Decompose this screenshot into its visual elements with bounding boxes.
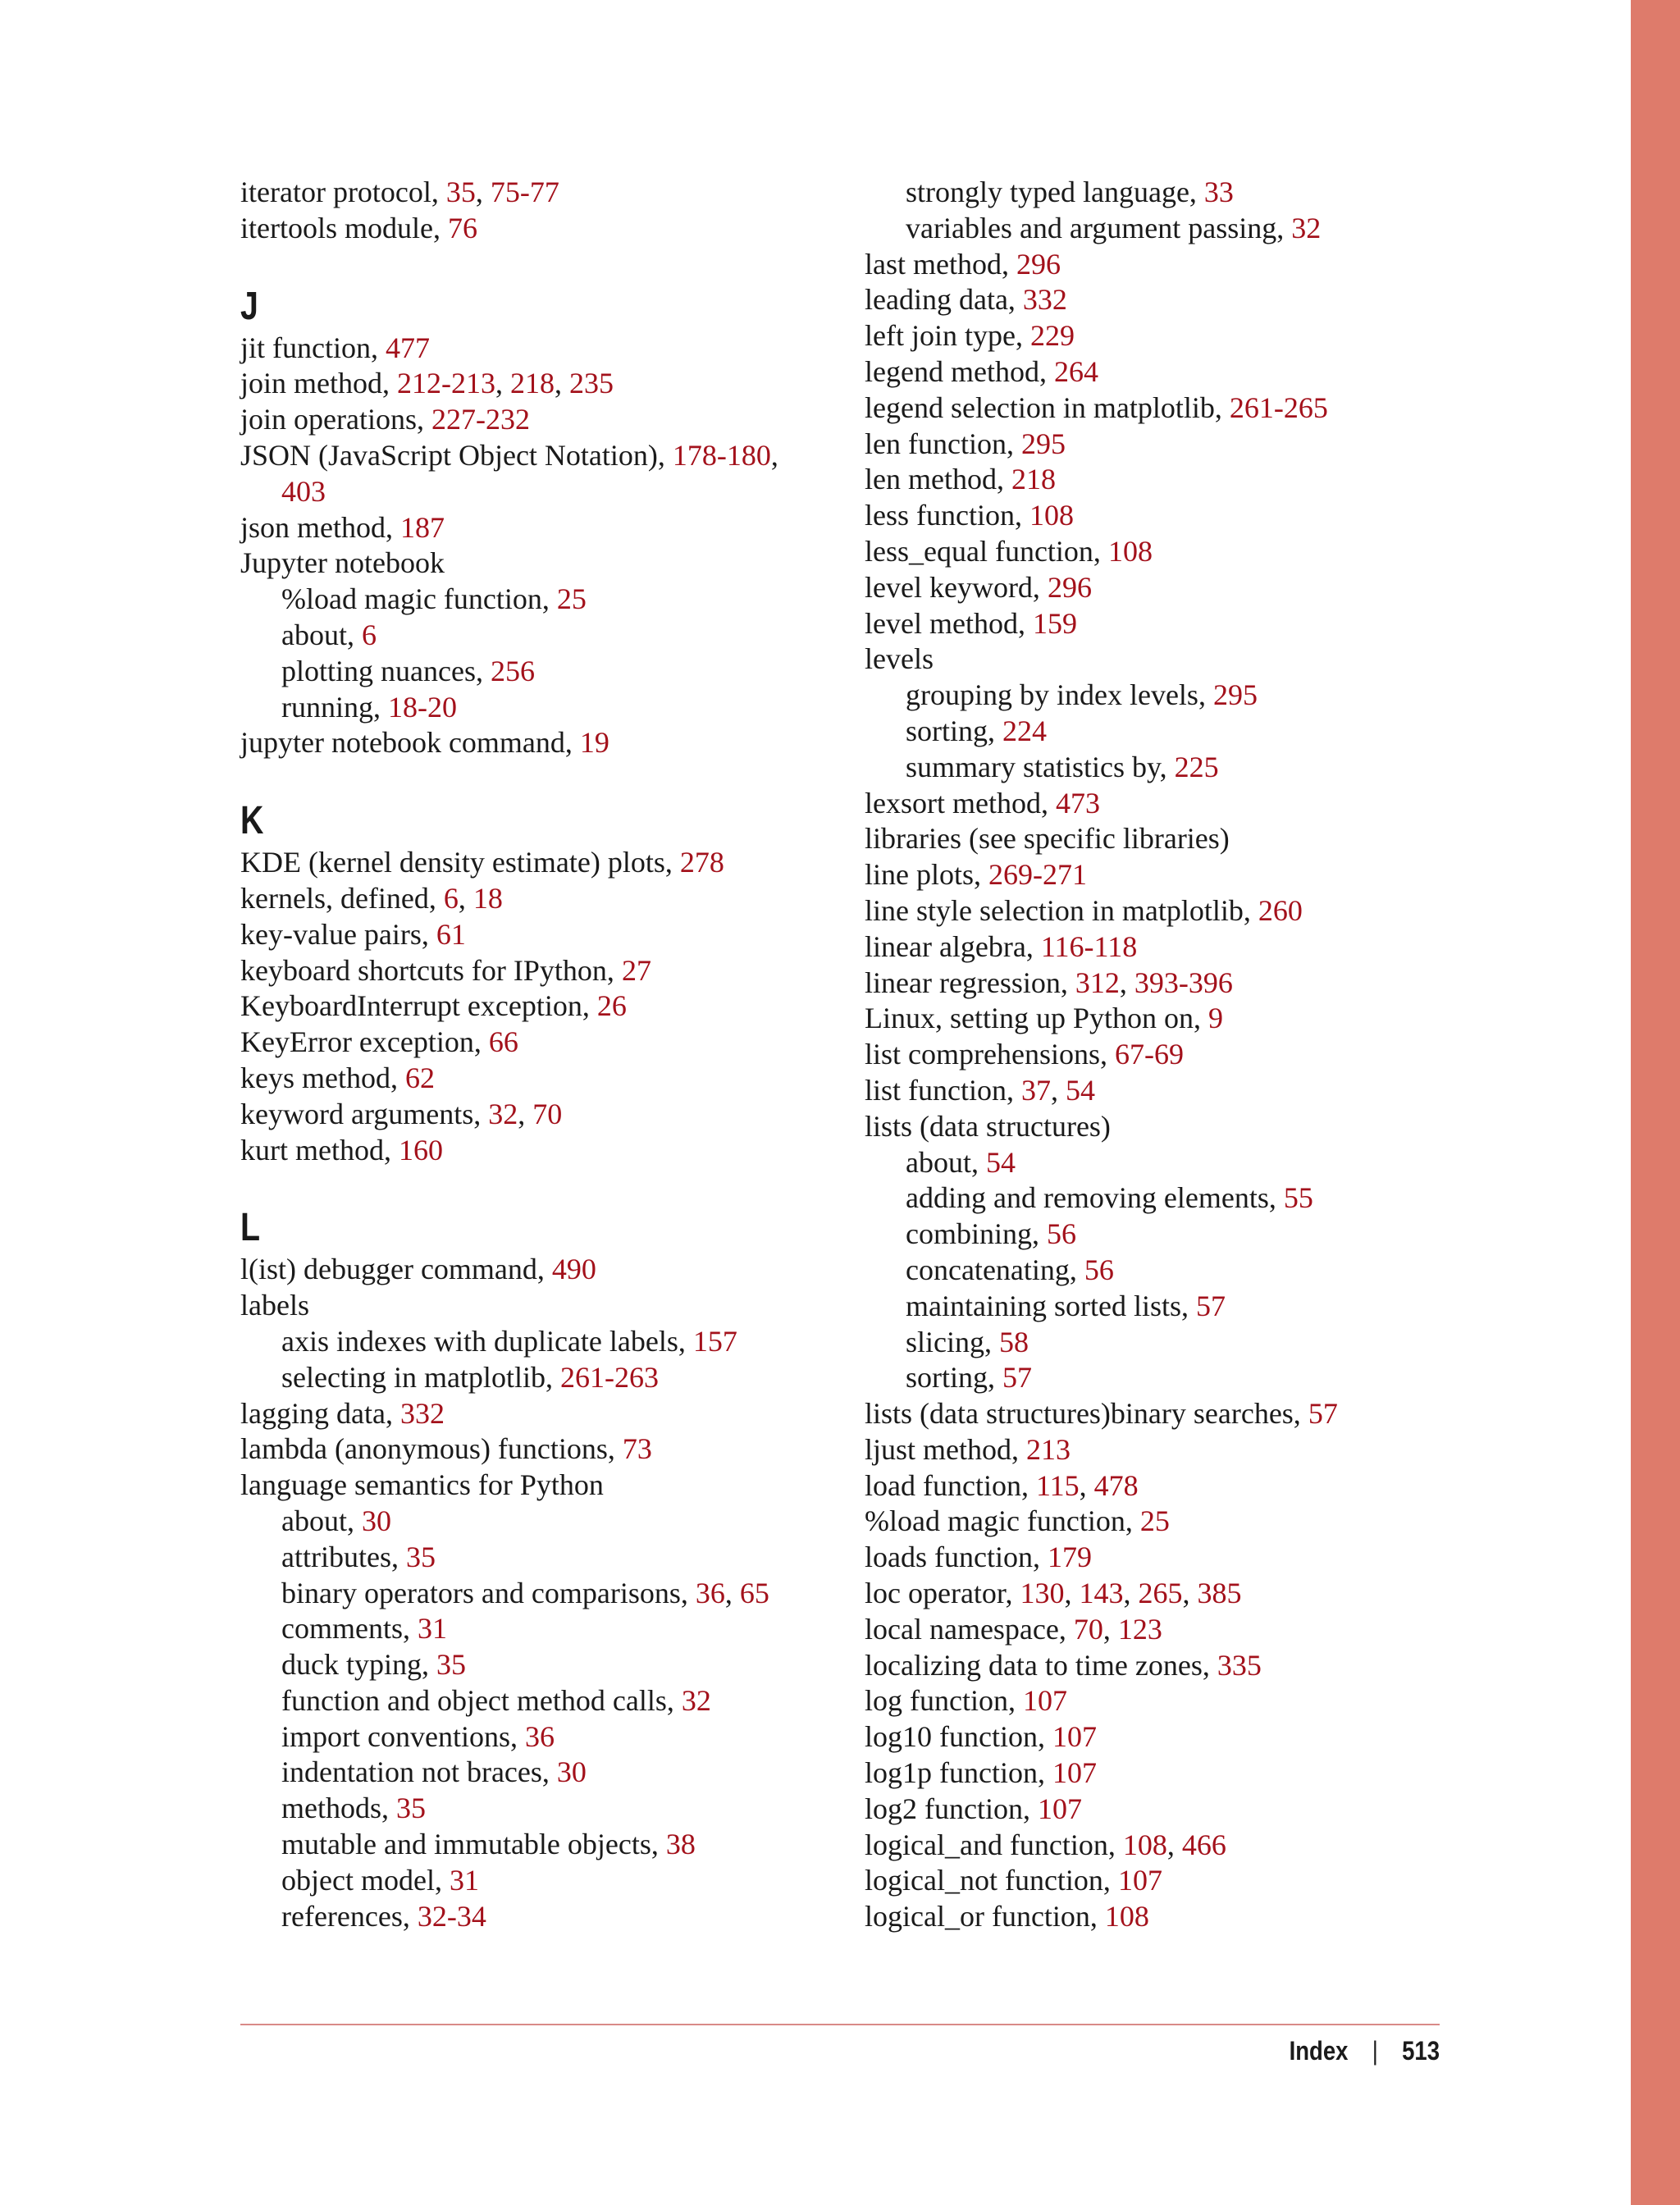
page-reference-link[interactable]: 213 xyxy=(1026,1432,1071,1466)
page-reference-link[interactable]: 332 xyxy=(399,1396,445,1430)
entry-term: methods, xyxy=(281,1792,396,1825)
index-subentry xyxy=(865,714,1488,750)
index-entry xyxy=(240,953,847,989)
page-reference-link[interactable]: 35 xyxy=(396,1792,426,1825)
page-reference-link[interactable]: 229 xyxy=(1029,319,1075,353)
index-entry xyxy=(240,725,847,761)
index-entry xyxy=(240,331,847,367)
page-reference-link[interactable]: 159 xyxy=(1032,606,1077,640)
page-reference-link[interactable]: 130 xyxy=(1020,1577,1065,1610)
index-entry xyxy=(865,1755,1488,1792)
index-entry xyxy=(240,917,847,953)
index-entry xyxy=(865,1396,1488,1432)
entry-term: object model, xyxy=(281,1863,450,1897)
entry-term: lists (data structures) xyxy=(865,1109,1111,1143)
index-entry: linear regression, 312, 393-396 xyxy=(865,966,1233,999)
page-reference-link[interactable]: 57 xyxy=(1195,1289,1226,1322)
entry-term: len function, xyxy=(865,427,1021,460)
index-subentry xyxy=(240,582,847,618)
index-subentry: binary operators and comparisons, 36, 65 xyxy=(281,1576,769,1609)
entry-term: kurt method, xyxy=(240,1133,399,1166)
page-reference-link[interactable]: 218 xyxy=(1011,463,1056,496)
entry-term: local namespace, xyxy=(865,1612,1074,1646)
entry-term: log10 function, xyxy=(865,1720,1052,1754)
page-reference-link[interactable]: 478 xyxy=(1093,1468,1139,1502)
index-subentry xyxy=(240,1719,847,1755)
index-entry xyxy=(240,988,847,1025)
entry-term: last method, xyxy=(865,247,1016,281)
page-reference-link[interactable]: 108 xyxy=(1029,499,1074,532)
entry-term: about, xyxy=(281,1504,362,1537)
page-reference-link[interactable]: 35 xyxy=(445,176,476,208)
page-reference-link[interactable]: 160 xyxy=(398,1133,443,1166)
page-reference-link[interactable]: 55 xyxy=(1283,1181,1313,1215)
page-reference-link[interactable]: 265 xyxy=(1138,1577,1183,1610)
index-subentry xyxy=(240,1360,847,1396)
index-entry xyxy=(865,354,1488,390)
page-reference-link[interactable]: 70 xyxy=(532,1097,563,1130)
page-reference-link[interactable]: 70 xyxy=(1073,1612,1103,1646)
page-reference-link[interactable]: 36 xyxy=(524,1719,555,1753)
footer-rule xyxy=(240,2024,1440,2025)
page-reference-link[interactable]: 264 xyxy=(1053,354,1098,388)
index-entry xyxy=(865,1792,1488,1828)
index-subentry xyxy=(865,211,1488,247)
index-entry xyxy=(865,534,1488,570)
page-reference-link[interactable]: 54 xyxy=(1066,1073,1095,1107)
entry-term: leading data, xyxy=(865,283,1023,317)
index-entry xyxy=(865,282,1488,318)
footer-separator: | xyxy=(1372,2036,1378,2066)
entry-term: %load magic function, xyxy=(865,1504,1140,1538)
page-reference-link[interactable]: 57 xyxy=(1308,1397,1338,1431)
entry-term: maintaining sorted lists, xyxy=(906,1289,1196,1322)
page-reference-link[interactable]: 256 xyxy=(490,654,535,687)
page-reference-link[interactable]: 6 xyxy=(361,618,377,651)
entry-term: load function, xyxy=(865,1468,1036,1502)
index-entry xyxy=(865,606,1488,642)
entry-term: KDE (kernel density estimate) plots, xyxy=(240,846,680,879)
page-reference-link[interactable]: 66 xyxy=(488,1025,518,1059)
page-reference-link[interactable]: 385 xyxy=(1197,1577,1242,1610)
page-reference-link[interactable]: 278 xyxy=(679,846,724,879)
entry-term: levels xyxy=(865,642,934,676)
page-reference-link[interactable]: 26 xyxy=(596,989,627,1023)
entry-term: logical_or function, xyxy=(865,1900,1105,1933)
entry-term: keyword arguments, xyxy=(240,1097,489,1130)
index-entry xyxy=(865,1037,1488,1073)
index-subentry xyxy=(240,1827,847,1863)
entry-term: libraries (see specific libraries) xyxy=(865,822,1230,856)
entry-term: keys method, xyxy=(240,1061,405,1094)
page-reference-link[interactable]: 18 xyxy=(472,881,503,915)
entry-term: combining, xyxy=(906,1217,1047,1251)
page-reference-link[interactable]: 178-180 xyxy=(672,438,771,472)
letter-heading: L xyxy=(240,1206,261,1250)
index-entry xyxy=(240,1133,847,1169)
entry-term: iterator protocol, xyxy=(240,176,446,208)
index-subentry xyxy=(240,1899,847,1935)
page-reference-link[interactable]: 107 xyxy=(1022,1684,1067,1718)
entry-term: level keyword, xyxy=(865,570,1048,604)
page-reference-link[interactable]: 76 xyxy=(447,211,477,244)
index-entry xyxy=(240,438,847,474)
page-reference-link[interactable]: 32-34 xyxy=(417,1899,486,1933)
index-entry xyxy=(240,546,847,582)
index-entry xyxy=(865,893,1488,929)
page-reference-link[interactable]: 393-396 xyxy=(1134,966,1233,999)
entry-term: join operations, xyxy=(240,403,431,436)
page-reference-link[interactable]: 403 xyxy=(281,474,326,508)
index-entry xyxy=(865,929,1488,966)
page-reference-link[interactable]: 30 xyxy=(361,1504,391,1537)
index-entry: local namespace, 70, 123 xyxy=(865,1612,1162,1646)
page-reference-link[interactable]: 35 xyxy=(436,1648,466,1682)
entry-term: jupyter notebook command, xyxy=(240,726,580,760)
page-number: 513 xyxy=(1402,2036,1440,2066)
entry-term: KeyError exception, xyxy=(240,1025,489,1059)
page-reference-link[interactable]: 490 xyxy=(551,1253,596,1286)
entry-term: kernels, defined, xyxy=(240,881,444,915)
index-subentry xyxy=(240,1683,847,1719)
entry-term: attributes, xyxy=(281,1540,406,1573)
page-reference-link[interactable]: 35 xyxy=(405,1540,436,1573)
page-reference-link[interactable]: 32 xyxy=(1291,211,1322,244)
page-reference-link[interactable]: 75-77 xyxy=(490,176,559,208)
index-entry xyxy=(865,1109,1488,1145)
page-reference-link[interactable]: 187 xyxy=(400,510,445,544)
page-reference-link[interactable]: 37 xyxy=(1021,1073,1051,1107)
entry-term: len method, xyxy=(865,463,1011,496)
entry-term: about, xyxy=(906,1145,986,1179)
page-reference-link[interactable]: 6 xyxy=(443,881,459,915)
index-subentry xyxy=(240,1755,847,1791)
page-reference-link[interactable]: 312 xyxy=(1075,966,1120,999)
index-subentry xyxy=(865,175,1488,211)
entry-term: concatenating, xyxy=(906,1253,1084,1286)
page-reference-link[interactable]: 295 xyxy=(1212,678,1258,712)
index-entry xyxy=(865,786,1488,822)
entry-term: left join type, xyxy=(865,319,1030,353)
index-entry xyxy=(240,1431,847,1468)
index-entry xyxy=(865,1683,1488,1719)
index-subentry xyxy=(865,678,1488,714)
page-reference-link[interactable]: 269-271 xyxy=(988,858,1087,892)
letter-heading: J xyxy=(240,284,258,328)
entry-term: about, xyxy=(281,618,362,651)
entry-term: log1p function, xyxy=(865,1756,1052,1790)
page-reference-link[interactable]: 225 xyxy=(1174,750,1219,783)
page-reference-link[interactable]: 33 xyxy=(1203,176,1234,208)
index-entry xyxy=(240,211,847,247)
index-subentry xyxy=(865,1325,1488,1361)
page-reference-link[interactable]: 235 xyxy=(569,367,614,400)
index-entry xyxy=(865,318,1488,354)
index-entry: load function, 115, 478 xyxy=(865,1468,1139,1502)
entry-term: function and object method calls, xyxy=(281,1683,682,1717)
index-subentry xyxy=(240,1504,847,1540)
index-entry xyxy=(240,1288,847,1324)
index-entry xyxy=(865,247,1488,283)
index-entry: logical_and function, 108, 466 xyxy=(865,1828,1226,1861)
entry-term: loads function, xyxy=(865,1541,1048,1574)
page-edge-bar xyxy=(1631,0,1680,2205)
page-reference-link[interactable]: 477 xyxy=(385,331,430,364)
entry-term: comments, xyxy=(281,1612,418,1646)
entry-term: level method, xyxy=(865,606,1033,640)
entry-term: binary operators and comparisons, xyxy=(281,1576,696,1609)
page-reference-link[interactable]: 27 xyxy=(621,953,651,987)
page-reference-link[interactable]: 296 xyxy=(1047,570,1092,604)
entry-term: l(ist) debugger command, xyxy=(240,1253,552,1286)
index-entry xyxy=(865,1899,1488,1935)
page-reference-link[interactable]: 108 xyxy=(1107,534,1153,568)
index-entry xyxy=(240,402,847,438)
index-entry: kernels, defined, 6, 18 xyxy=(240,881,503,915)
index-entry xyxy=(865,821,1488,857)
letter-heading: K xyxy=(240,799,264,843)
entry-term: strongly typed language, xyxy=(906,176,1204,208)
entry-term: loc operator, xyxy=(865,1577,1020,1610)
index-subentry xyxy=(240,654,847,690)
entry-term: labels xyxy=(240,1289,309,1322)
page-reference-link[interactable]: 18-20 xyxy=(388,690,457,724)
index-subentry xyxy=(865,1180,1488,1217)
page-reference-link[interactable]: 62 xyxy=(404,1061,435,1094)
entry-term: keyboard shortcuts for IPython, xyxy=(240,953,622,987)
entry-term: lists (data structures)binary searches, xyxy=(865,1397,1308,1431)
index-column-right xyxy=(865,175,1488,1935)
index-subentry xyxy=(865,1289,1488,1325)
entry-term: lexsort method, xyxy=(865,786,1056,819)
page-reference-link[interactable]: 36 xyxy=(695,1576,725,1609)
index-entry xyxy=(865,1719,1488,1755)
entry-term: list comprehensions, xyxy=(865,1038,1115,1071)
entry-term: less_equal function, xyxy=(865,534,1108,568)
entry-term: key-value pairs, xyxy=(240,917,436,951)
page-reference-link[interactable]: 115 xyxy=(1035,1468,1080,1502)
entry-term: duck typing, xyxy=(281,1648,436,1682)
page-reference-link[interactable]: 61 xyxy=(436,917,466,951)
index-entry xyxy=(240,1468,847,1504)
index-entry xyxy=(865,1863,1488,1899)
page-reference-link[interactable]: 143 xyxy=(1079,1577,1124,1610)
page-reference-link[interactable]: 31 xyxy=(417,1612,447,1646)
page-reference-link[interactable]: 25 xyxy=(556,582,587,616)
index-subentry xyxy=(240,1540,847,1576)
page-reference-link[interactable]: 212-213 xyxy=(397,367,495,400)
entry-term: json method, xyxy=(240,510,400,544)
page-reference-link[interactable]: 58 xyxy=(999,1325,1029,1358)
page-reference-link[interactable]: 67-69 xyxy=(1114,1038,1184,1071)
index-subentry xyxy=(865,1253,1488,1289)
page-reference-link[interactable]: 108 xyxy=(1122,1828,1167,1861)
entry-term: line plots, xyxy=(865,858,988,892)
entry-term: Jupyter notebook xyxy=(240,546,445,580)
index-entry: list function, 37, 54 xyxy=(865,1073,1095,1107)
page-reference-link[interactable]: 107 xyxy=(1117,1864,1162,1897)
page-reference-link[interactable]: 123 xyxy=(1117,1612,1162,1646)
index-entry xyxy=(865,857,1488,893)
entry-term: linear algebra, xyxy=(865,929,1041,963)
page-reference-link[interactable]: 56 xyxy=(1046,1217,1076,1251)
page-reference-link[interactable]: 224 xyxy=(1002,714,1048,747)
entry-term: axis indexes with duplicate labels, xyxy=(281,1324,693,1358)
entry-term: ljust method, xyxy=(865,1432,1026,1466)
index-subentry xyxy=(240,690,847,726)
index-subentry xyxy=(240,1611,847,1647)
entry-term: summary statistics by, xyxy=(906,750,1175,783)
page-reference-link[interactable]: 466 xyxy=(1181,1828,1226,1861)
index-subentry xyxy=(865,1217,1488,1253)
index-subentry xyxy=(240,1324,847,1360)
entry-term: jit function, xyxy=(240,331,386,364)
index-subentry xyxy=(865,750,1488,786)
index-entry xyxy=(865,1504,1488,1540)
entry-term: running, xyxy=(281,690,388,724)
index-entry xyxy=(240,510,847,546)
page-reference-link[interactable]: 296 xyxy=(1016,247,1061,281)
page-reference-link[interactable]: 107 xyxy=(1052,1756,1097,1790)
page-reference-link[interactable]: 473 xyxy=(1055,786,1100,819)
entry-term: adding and removing elements, xyxy=(906,1181,1284,1215)
entry-term: plotting nuances, xyxy=(281,654,491,687)
index-entry xyxy=(865,1540,1488,1576)
index-entry xyxy=(865,462,1488,498)
entry-term: slicing, xyxy=(906,1325,999,1358)
page-reference-link[interactable]: 227-232 xyxy=(431,403,530,436)
entry-term: legend selection in matplotlib, xyxy=(865,390,1230,424)
entry-term: lagging data, xyxy=(240,1396,400,1430)
index-entry: loc operator, 130, 143, 265, 385 xyxy=(865,1577,1242,1610)
index-subentry xyxy=(240,474,847,510)
entry-term: mutable and immutable objects, xyxy=(281,1828,666,1861)
page-reference-link[interactable]: 65 xyxy=(739,1576,769,1609)
index-entry xyxy=(865,498,1488,534)
entry-term: %load magic function, xyxy=(281,582,557,616)
index-entry xyxy=(865,641,1488,678)
entry-term: KeyboardInterrupt exception, xyxy=(240,989,597,1023)
entry-term: variables and argument passing, xyxy=(906,211,1292,244)
entry-term: indentation not braces, xyxy=(281,1755,557,1789)
page-reference-link[interactable]: 38 xyxy=(665,1828,696,1861)
page-reference-link[interactable]: 31 xyxy=(449,1863,479,1897)
entry-term: sorting, xyxy=(906,714,1003,747)
page-reference-link[interactable]: 261-265 xyxy=(1229,390,1328,424)
entry-term: itertools module, xyxy=(240,211,448,244)
index-subentry xyxy=(240,1647,847,1683)
page-reference-link[interactable]: 54 xyxy=(985,1145,1016,1179)
entry-term: linear regression, xyxy=(865,966,1075,999)
index-column-left xyxy=(240,175,847,1934)
page-reference-link[interactable]: 30 xyxy=(556,1755,587,1789)
entry-term: log function, xyxy=(865,1684,1023,1718)
index-entry xyxy=(240,845,847,881)
entry-term: logical_not function, xyxy=(865,1864,1118,1897)
page-reference-link[interactable]: 19 xyxy=(579,726,609,760)
page-reference-link[interactable]: 260 xyxy=(1258,893,1303,927)
index-entry xyxy=(865,570,1488,606)
page-reference-link[interactable]: 107 xyxy=(1037,1792,1082,1825)
entry-term: sorting, xyxy=(906,1361,1003,1395)
entry-term: logical_and function, xyxy=(865,1828,1123,1861)
index-entry xyxy=(865,427,1488,463)
index-subentry xyxy=(240,618,847,654)
index-entry: join method, 212-213, 218, 235 xyxy=(240,367,614,400)
page-reference-link[interactable]: 25 xyxy=(1139,1504,1170,1538)
page-reference-link[interactable]: 32 xyxy=(488,1097,518,1130)
index-entry: iterator protocol, 35, 75-77 xyxy=(240,176,559,208)
page-reference-link[interactable]: 108 xyxy=(1104,1900,1149,1933)
index-subentry xyxy=(865,1360,1488,1396)
index-subentry xyxy=(240,1791,847,1827)
entry-term: import conventions, xyxy=(281,1719,525,1753)
entry-term: selecting in matplotlib, xyxy=(281,1360,560,1394)
entry-term: less function, xyxy=(865,499,1029,532)
page-reference-link[interactable]: 116-118 xyxy=(1040,929,1138,963)
entry-term: references, xyxy=(281,1899,418,1933)
index-entry xyxy=(865,1432,1488,1468)
page-reference-link[interactable]: 73 xyxy=(622,1432,652,1466)
page-reference-link[interactable]: 32 xyxy=(681,1683,711,1717)
entry-term: JSON (JavaScript Object Notation), xyxy=(240,438,673,472)
index-entry: keyword arguments, 32, 70 xyxy=(240,1097,563,1130)
index-entry xyxy=(865,1001,1488,1037)
page-reference-link[interactable]: 218 xyxy=(510,367,555,400)
entry-term: join method, xyxy=(240,367,397,400)
page-reference-link[interactable]: 335 xyxy=(1217,1648,1262,1682)
entry-term: Linux, setting up Python on, xyxy=(865,1002,1209,1035)
page-reference-link[interactable]: 9 xyxy=(1208,1002,1224,1035)
footer-section-title: Index xyxy=(1289,2036,1349,2066)
index-entry xyxy=(865,390,1488,427)
page-reference-link[interactable]: 57 xyxy=(1002,1361,1033,1395)
entry-term: lambda (anonymous) functions, xyxy=(240,1432,623,1466)
page-reference-link[interactable]: 157 xyxy=(692,1324,737,1358)
index-subentry xyxy=(865,1145,1488,1181)
entry-term: legend method, xyxy=(865,354,1054,388)
page-footer xyxy=(1288,2033,1440,2069)
entry-term: grouping by index levels, xyxy=(906,678,1213,712)
entry-term: log2 function, xyxy=(865,1792,1038,1825)
entry-term: line style selection in matplotlib, xyxy=(865,893,1258,927)
entry-term: localizing data to time zones, xyxy=(865,1648,1217,1682)
entry-term: list function, xyxy=(865,1073,1021,1107)
page-reference-link[interactable]: 261-263 xyxy=(559,1360,659,1394)
entry-term: language semantics for Python xyxy=(240,1468,604,1502)
page-reference-link[interactable]: 332 xyxy=(1022,283,1067,317)
page-reference-link[interactable]: 107 xyxy=(1052,1720,1097,1754)
page-reference-link[interactable]: 295 xyxy=(1020,427,1066,460)
index-entry xyxy=(240,1025,847,1061)
index-entry xyxy=(240,1061,847,1097)
page-reference-link[interactable]: 56 xyxy=(1084,1253,1114,1286)
entry-trailing-punctuation: , xyxy=(770,438,778,472)
index-entry xyxy=(240,1396,847,1432)
page-reference-link[interactable]: 179 xyxy=(1047,1541,1092,1574)
index-entry xyxy=(865,1648,1488,1684)
index-subentry xyxy=(240,1863,847,1899)
index-entry xyxy=(240,1252,847,1288)
